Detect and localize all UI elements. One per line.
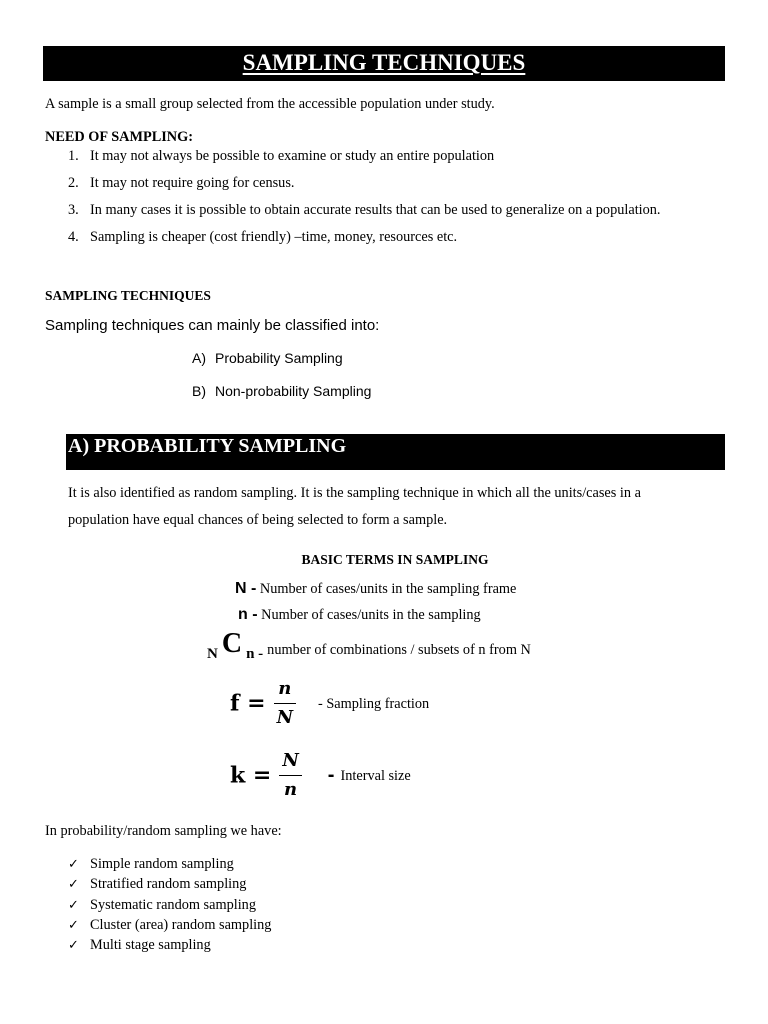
probability-section-bar bbox=[66, 434, 725, 470]
formula-f-denominator: N bbox=[276, 707, 294, 728]
check-icon: ✓ bbox=[68, 918, 79, 933]
list-item: ✓ Stratified random sampling bbox=[68, 876, 247, 892]
page-title: SAMPLING TECHNIQUES bbox=[242, 50, 526, 75]
formula-f-numerator: n bbox=[278, 678, 292, 699]
probability-desc-line1: It is also identified as random sampling. It is the sampling technique in which all the units/cases in a bbox=[68, 485, 641, 501]
formula-k-denominator: n bbox=[284, 779, 298, 800]
option-non-probability: B) Non-probability Sampling bbox=[192, 383, 372, 399]
term-n bbox=[238, 606, 481, 624]
option-probability: A) Probability Sampling bbox=[192, 350, 343, 366]
need-item: 1. It may not always be possible to examine or study an entire population bbox=[68, 148, 495, 164]
probability-heading: A) PROBABILITY SAMPLING bbox=[68, 435, 347, 457]
term-N-symbol: N - bbox=[235, 580, 257, 597]
term-n-symbol: n - bbox=[238, 606, 258, 623]
techniques-lead: Sampling techniques can mainly be classified into: bbox=[45, 317, 380, 334]
term-N bbox=[235, 580, 516, 598]
comb-post: n - bbox=[246, 646, 264, 662]
page-title-bar bbox=[43, 46, 725, 81]
list-lead: In probability/random sampling we have: bbox=[45, 823, 282, 839]
term-n-text: Number of cases/units in the sampling bbox=[261, 607, 481, 623]
need-item: 2. It may not require going for census. bbox=[68, 175, 295, 191]
formula-f-text: - Sampling fraction bbox=[318, 695, 430, 712]
term-N-text: Number of cases/units in the sampling frame bbox=[259, 581, 517, 597]
formula-k bbox=[230, 750, 411, 801]
basic-terms-heading: BASIC TERMS IN SAMPLING bbox=[301, 552, 489, 567]
probability-desc-line2: population have equal chances of being selected to form a sample. bbox=[68, 512, 448, 528]
check-icon: ✓ bbox=[68, 857, 79, 872]
techniques-heading: SAMPLING TECHNIQUES bbox=[45, 288, 211, 303]
term-combinations bbox=[207, 628, 531, 660]
formula-f bbox=[230, 678, 429, 729]
comb-text: number of combinations / subsets of n from N bbox=[267, 642, 531, 658]
formula-k-lhs: k = bbox=[230, 762, 272, 789]
formula-k-numerator: N bbox=[282, 750, 299, 771]
list-item: ✓ Systematic random sampling bbox=[68, 897, 256, 913]
formula-f-lhs: f = bbox=[230, 690, 266, 717]
list-item: ✓ Cluster (area) random sampling bbox=[68, 917, 272, 933]
comb-pre: N bbox=[207, 646, 218, 662]
check-icon: ✓ bbox=[68, 877, 79, 892]
intro-text: A sample is a small group selected from the accessible population under study. bbox=[45, 96, 495, 112]
check-icon: ✓ bbox=[68, 898, 79, 913]
formula-k-text: Interval size bbox=[340, 767, 411, 784]
comb-c: C bbox=[221, 628, 243, 659]
formula-k-fraction bbox=[279, 750, 301, 801]
need-heading: NEED OF SAMPLING: bbox=[45, 129, 194, 145]
formula-f-fraction bbox=[274, 678, 296, 729]
list-item: ✓ Simple random sampling bbox=[68, 856, 234, 872]
formula-k-dash: - bbox=[327, 764, 335, 786]
list-item: ✓ Multi stage sampling bbox=[68, 937, 211, 953]
fraction-bar bbox=[279, 775, 301, 776]
need-item: 3. In many cases it is possible to obtain accurate results that can be used to generalize on a population. bbox=[68, 202, 661, 218]
check-icon: ✓ bbox=[68, 938, 79, 953]
fraction-bar bbox=[274, 703, 296, 704]
need-item: 4. Sampling is cheaper (cost friendly) –time, money, resources etc. bbox=[68, 229, 458, 245]
